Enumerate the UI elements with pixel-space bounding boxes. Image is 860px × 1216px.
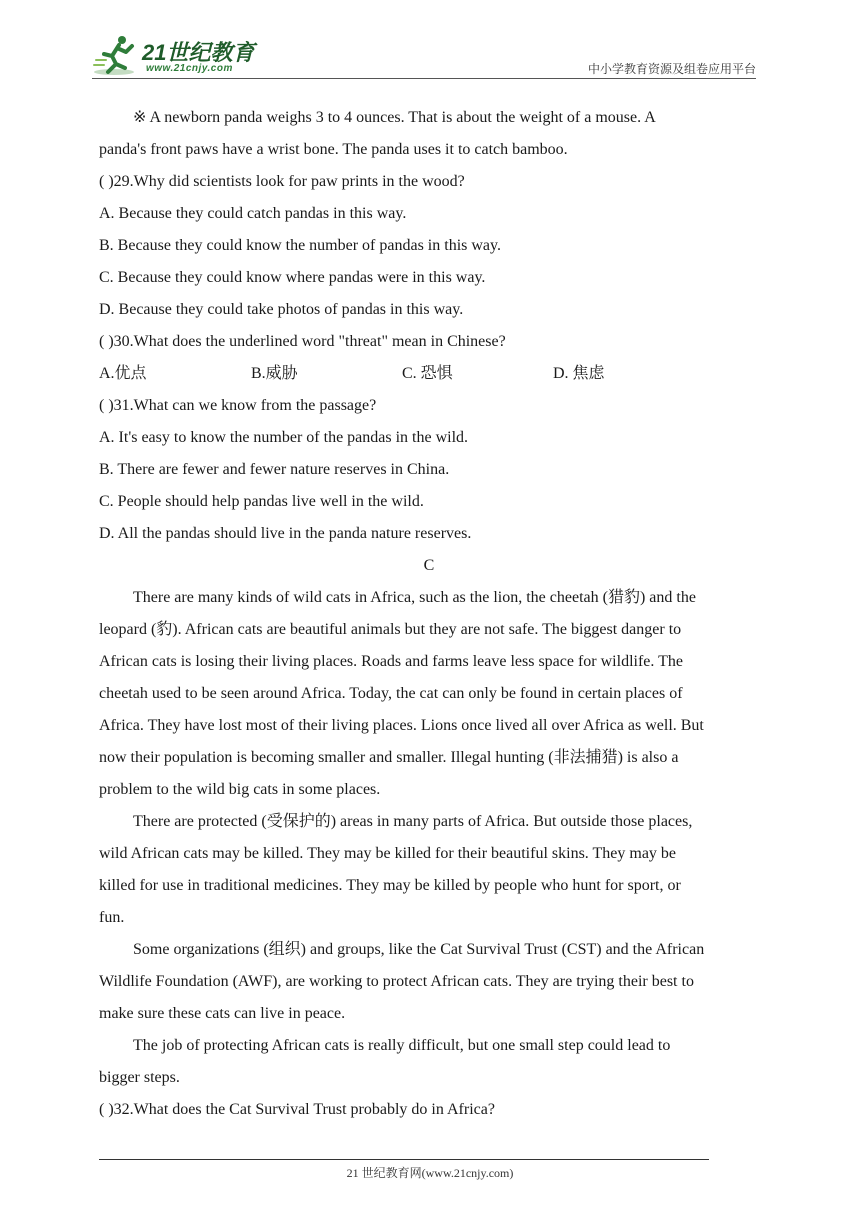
text-line: ※ A newborn panda weighs 3 to 4 ounces. That is about the weight of a mouse. A	[133, 109, 656, 126]
question-31: ( )31.What can we know from the passage?	[99, 397, 377, 414]
logo-text: 21世纪教育	[142, 40, 255, 65]
option-a: A. Because they could catch pandas in this way.	[99, 205, 407, 222]
page-header	[0, 0, 860, 82]
option-b: B. Because they could know the number of pandas in this way.	[99, 237, 501, 254]
paragraph-line: killed for use in traditional medicines. They may be killed by people who hunt for sport, or	[99, 877, 681, 894]
option-d: D. All the pandas should live in the panda nature reserves.	[99, 525, 472, 542]
option-d: D. 焦虑	[553, 365, 605, 382]
logo-url: www.21cnjy.com	[146, 63, 233, 74]
option-c: C. 恐惧	[402, 365, 453, 382]
paragraph-line: bigger steps.	[99, 1069, 180, 1086]
paragraph-line: leopard (豹). African cats are beautiful animals but they are not safe. The biggest danger to	[99, 621, 682, 638]
site-logo[interactable]	[92, 34, 262, 78]
paragraph-line: There are many kinds of wild cats in Africa, such as the lion, the cheetah (猎豹) and the	[133, 589, 696, 606]
header-platform-name: 中小学教育资源及组卷应用平台	[587, 62, 756, 76]
option-c: C. People should help pandas live well in the wild.	[99, 493, 424, 510]
option-c: C. Because they could know where pandas were in this way.	[99, 269, 486, 286]
paragraph-line: There are protected (受保护的) areas in many parts of Africa. But outside those places,	[133, 813, 693, 830]
question-29: ( )29.Why did scientists look for paw prints in the wood?	[99, 173, 465, 190]
paragraph-line: cheetah used to be seen around Africa. Today, the cat can only be found in certain places of	[99, 685, 683, 702]
question-32: ( )32.What does the Cat Survival Trust probably do in Africa?	[99, 1101, 495, 1118]
paragraph-line: wild African cats may be killed. They may be killed for their beautiful skins. They may be	[99, 845, 677, 862]
text-line: panda's front paws have a wrist bone. The panda uses it to catch bamboo.	[99, 141, 568, 158]
paragraph-line: The job of protecting African cats is really difficult, but one small step could lead to	[133, 1037, 671, 1054]
option-a: A. It's easy to know the number of the pandas in the wild.	[99, 429, 469, 446]
option-a: A.优点	[99, 365, 147, 382]
section-heading-c: C	[423, 557, 435, 574]
paragraph-line: Some organizations (组织) and groups, like the Cat Survival Trust (CST) and the African	[133, 941, 705, 958]
footer-text[interactable]: 21 世纪教育网(www.21cnjy.com)	[346, 1166, 514, 1180]
header-divider	[92, 78, 756, 79]
paragraph-line: make sure these cats can live in peace.	[99, 1005, 346, 1022]
question-30-options	[99, 358, 759, 390]
paragraph-line: problem to the wild big cats in some places.	[99, 781, 381, 798]
option-b: B. There are fewer and fewer nature reserves in China.	[99, 461, 450, 478]
question-30: ( )30.What does the underlined word "threat" mean in Chinese?	[99, 333, 506, 350]
footer-divider	[99, 1159, 709, 1160]
paragraph-line: Wildlife Foundation (AWF), are working to protect African cats. They are trying their best to	[99, 973, 694, 990]
paragraph-line: African cats is losing their living places. Roads and farms leave less space for wildlife. The	[99, 653, 683, 670]
option-d: D. Because they could take photos of pandas in this way.	[99, 301, 464, 318]
running-figure-icon	[92, 34, 140, 78]
paragraph-line: Africa. They have lost most of their living places. Lions once lived all over Africa as well. But	[99, 717, 704, 734]
paragraph-line: now their population is becoming smaller and smaller. Illegal hunting (非法捕猎) is also a	[99, 749, 679, 766]
option-b: B.威胁	[251, 365, 298, 382]
paragraph-line: fun.	[99, 909, 125, 926]
